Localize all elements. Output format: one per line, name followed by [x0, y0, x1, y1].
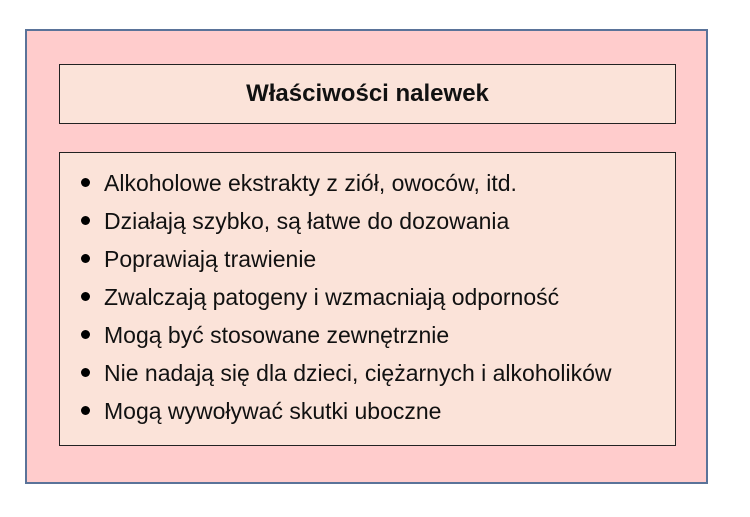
list-item-text: Działają szybko, są łatwe do dozowania: [104, 208, 510, 234]
bullet-icon: [81, 254, 90, 263]
list-box: [59, 152, 676, 446]
bullet-icon: [81, 216, 90, 225]
list-item: [60, 202, 675, 240]
list-item-text: Zwalczają patogeny i wzmacniają odporność: [104, 284, 560, 310]
bullet-icon: [81, 178, 90, 187]
list-item-text: Poprawiają trawienie: [104, 246, 317, 272]
bullet-list: [60, 164, 675, 430]
list-item: [60, 392, 675, 430]
list-item: [60, 164, 675, 202]
list-item: [60, 316, 675, 354]
list-item-text: Nie nadają się dla dzieci, ciężarnych i alkoholików: [104, 360, 612, 386]
list-item: [60, 240, 675, 278]
page-title: Właściwości nalewek: [246, 80, 489, 107]
bullet-icon: [81, 330, 90, 339]
bullet-icon: [81, 368, 90, 377]
title-box: [59, 64, 676, 124]
list-item-text: Mogą wywoływać skutki uboczne: [104, 398, 442, 424]
bullet-icon: [81, 406, 90, 415]
list-item: [60, 354, 675, 392]
list-item-text: Alkoholowe ekstrakty z ziół, owoców, itd.: [104, 170, 517, 196]
list-item: [60, 278, 675, 316]
bullet-icon: [81, 292, 90, 301]
list-item-text: Mogą być stosowane zewnętrznie: [104, 322, 450, 348]
